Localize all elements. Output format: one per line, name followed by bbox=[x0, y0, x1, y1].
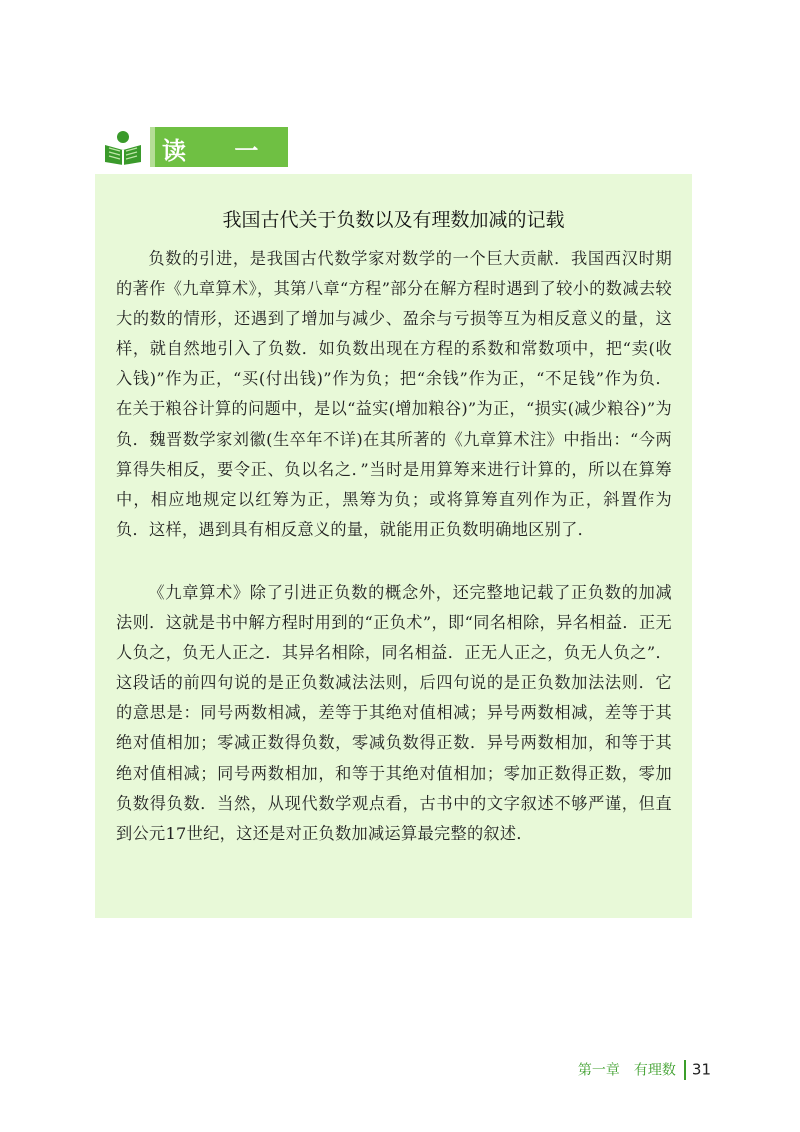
chapter-label: 第一章 有理数 bbox=[577, 1062, 676, 1079]
page-footer bbox=[578, 1059, 711, 1081]
article-title: 我国古代关于负数以及有理数加减的记载 bbox=[222, 209, 565, 231]
paragraph-1: 负数的引进，是我国古代数学家对数学的一个巨大贡献．我国西汉时期的著作《九章算术》，其第八章“方程”部分在解方程时遇到了较小的数减去较大的数的情形，还遇到了增加与减少、盈余与亏损等互为相反意义的量，这样，就自然地引入了负数．如负数出现在方程的系数和常数项中，把“卖(收入钱)”作为正，“买(付出钱)”作为负；把“余钱”作为正，“不足钱”作为负．在关于粮谷计算的问题中，是以“益实(增加粮谷)”为正，“损实(减少粮谷)”为负．魏晋数学家刘徽(生卒年不详)在其所著的《九章算术注》中指出：“今两算得失相反，要令正、负以名之．”当时是用算筹来进行计算的，所以在算筹中，相应地规定以红筹为正，黑筹为负；或将算筹直列作为正，斜置作为负．这样，遇到具有相反意义的量，就能用正负数明确地区别了． bbox=[116, 249, 672, 539]
section-title: 读 一 读 bbox=[162, 137, 351, 165]
reading-box bbox=[95, 174, 692, 918]
header-label-box bbox=[150, 127, 351, 167]
header-icon-box bbox=[98, 127, 148, 167]
footer-divider bbox=[684, 1060, 686, 1080]
page-number: 31 bbox=[691, 1060, 711, 1079]
paragraph-2: 《九章算术》除了引进正负数的概念外，还完整地记载了正负数的加减法则．这就是书中解方程时用到的“正负术”，即“同名相除，异名相益．正无人负之，负无人正之．其异名相除，同名相益．正无人正之，负无人负之”．这段话的前四句说的是正负数减法法则，后四句说的是正负数加法法则．它的意思是：同号两数相减，差等于其绝对值相减；异号两数相减，差等于其绝对值相加；零减正数得负数，零减负数得正数．异号两数相加，和等于其绝对值相减；同号两数相加，和等于其绝对值相加；零加正数得正数，零加负数得负数．当然，从现代数学观点看，古书中的文字叙述不够严谨，但直到公元17世纪，这还是对正负数加减运算最完整的叙述． bbox=[116, 583, 672, 843]
section-header bbox=[98, 127, 351, 167]
